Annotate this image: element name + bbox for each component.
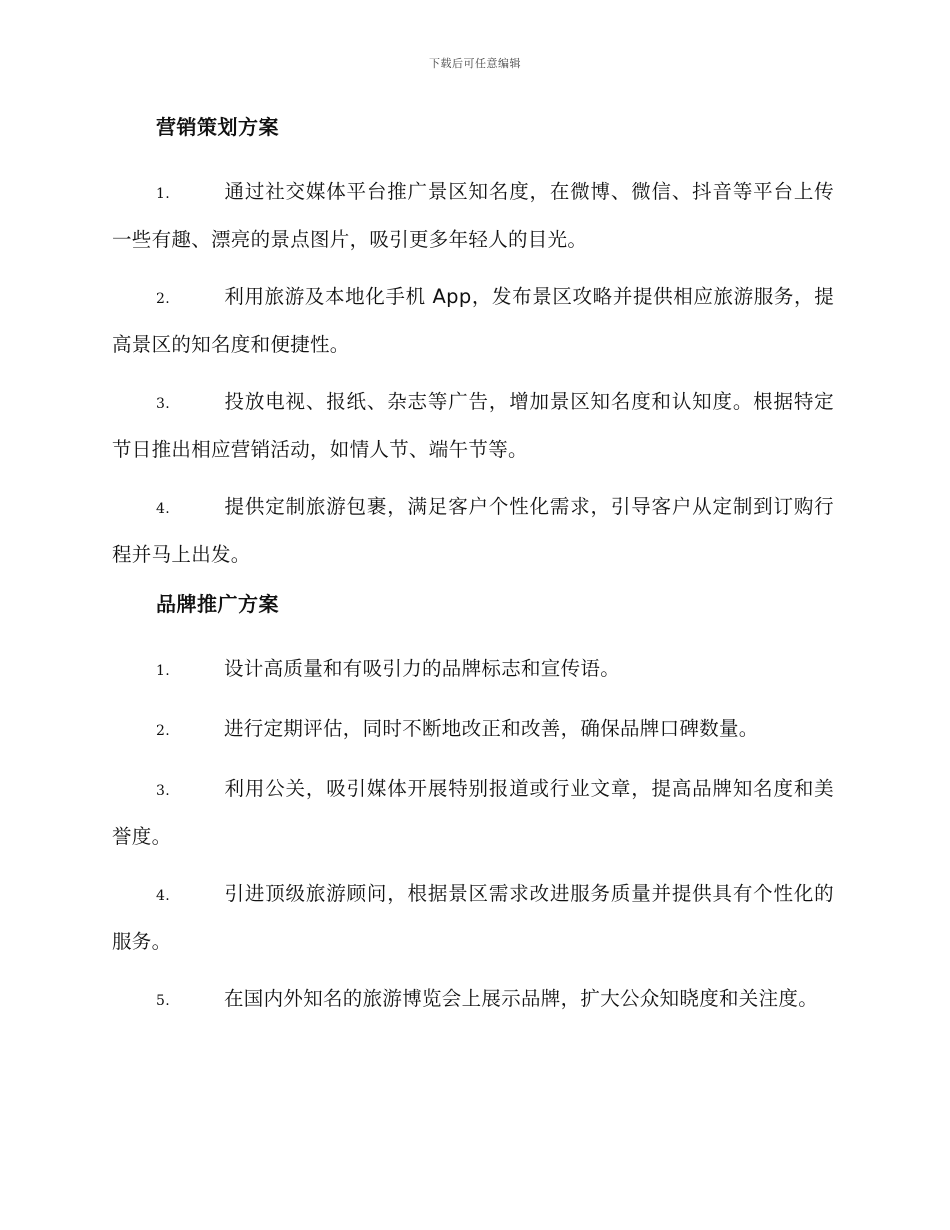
list-item-number: 4.: [156, 888, 170, 904]
list-item: [112, 646, 834, 694]
list-item-text: 在国内外知名的旅游博览会上展示品牌，扩大公众知晓度和关注度。: [224, 987, 819, 1010]
list-item: [112, 379, 834, 472]
list-item: [112, 871, 834, 964]
list-item: [112, 169, 834, 262]
list-item-number: 5.: [156, 993, 170, 1009]
list-item: [112, 484, 834, 577]
list-item-text: 提供定制旅游包裹，满足客户个性化需求，引导客户从定制到订购行程并马上出发。: [112, 495, 834, 566]
list-item-number: 3.: [156, 396, 170, 412]
list-item: [112, 766, 834, 859]
section-title-brand: 品牌推广方案: [156, 592, 279, 616]
list-item-text: 利用公关，吸引媒体开展特别报道或行业文章，提高品牌知名度和美誉度。: [112, 777, 834, 848]
list-item: [112, 976, 834, 1024]
document-content: [112, 112, 834, 1036]
list-item-text: 利用旅游及本地化手机 App，发布景区攻略并提供相应旅游服务，提高景区的知名度和便捷性。: [112, 285, 834, 356]
list-item-text: 引进顶级旅游顾问，根据景区需求改进服务质量并提供具有个性化的服务。: [112, 882, 834, 953]
list-item: [112, 706, 834, 754]
list-item-text: 通过社交媒体平台推广景区知名度，在微博、微信、抖音等平台上传一些有趣、漂亮的景点图片，吸引更多年轻人的目光。: [112, 180, 834, 251]
list-item-number: 2.: [156, 723, 170, 739]
list-item-text: 进行定期评估，同时不断地改正和改善，确保品牌口碑数量。: [224, 717, 759, 740]
list-item-number: 3.: [156, 783, 170, 799]
header-note: 下载后可任意编辑: [429, 57, 521, 70]
section-title-marketing: 营销策划方案: [156, 115, 279, 139]
list-item-text: 投放电视、报纸、杂志等广告，增加景区知名度和认知度。根据特定节日推出相应营销活动，如情人节、端午节等。: [112, 390, 834, 461]
list-item-number: 1.: [156, 186, 170, 202]
list-item: [112, 274, 834, 367]
list-item-number: 4.: [156, 501, 170, 517]
list-item-number: 1.: [156, 663, 170, 679]
list-item-text: 设计高质量和有吸引力的品牌标志和宣传语。: [224, 657, 621, 680]
list-item-number: 2.: [156, 291, 170, 307]
